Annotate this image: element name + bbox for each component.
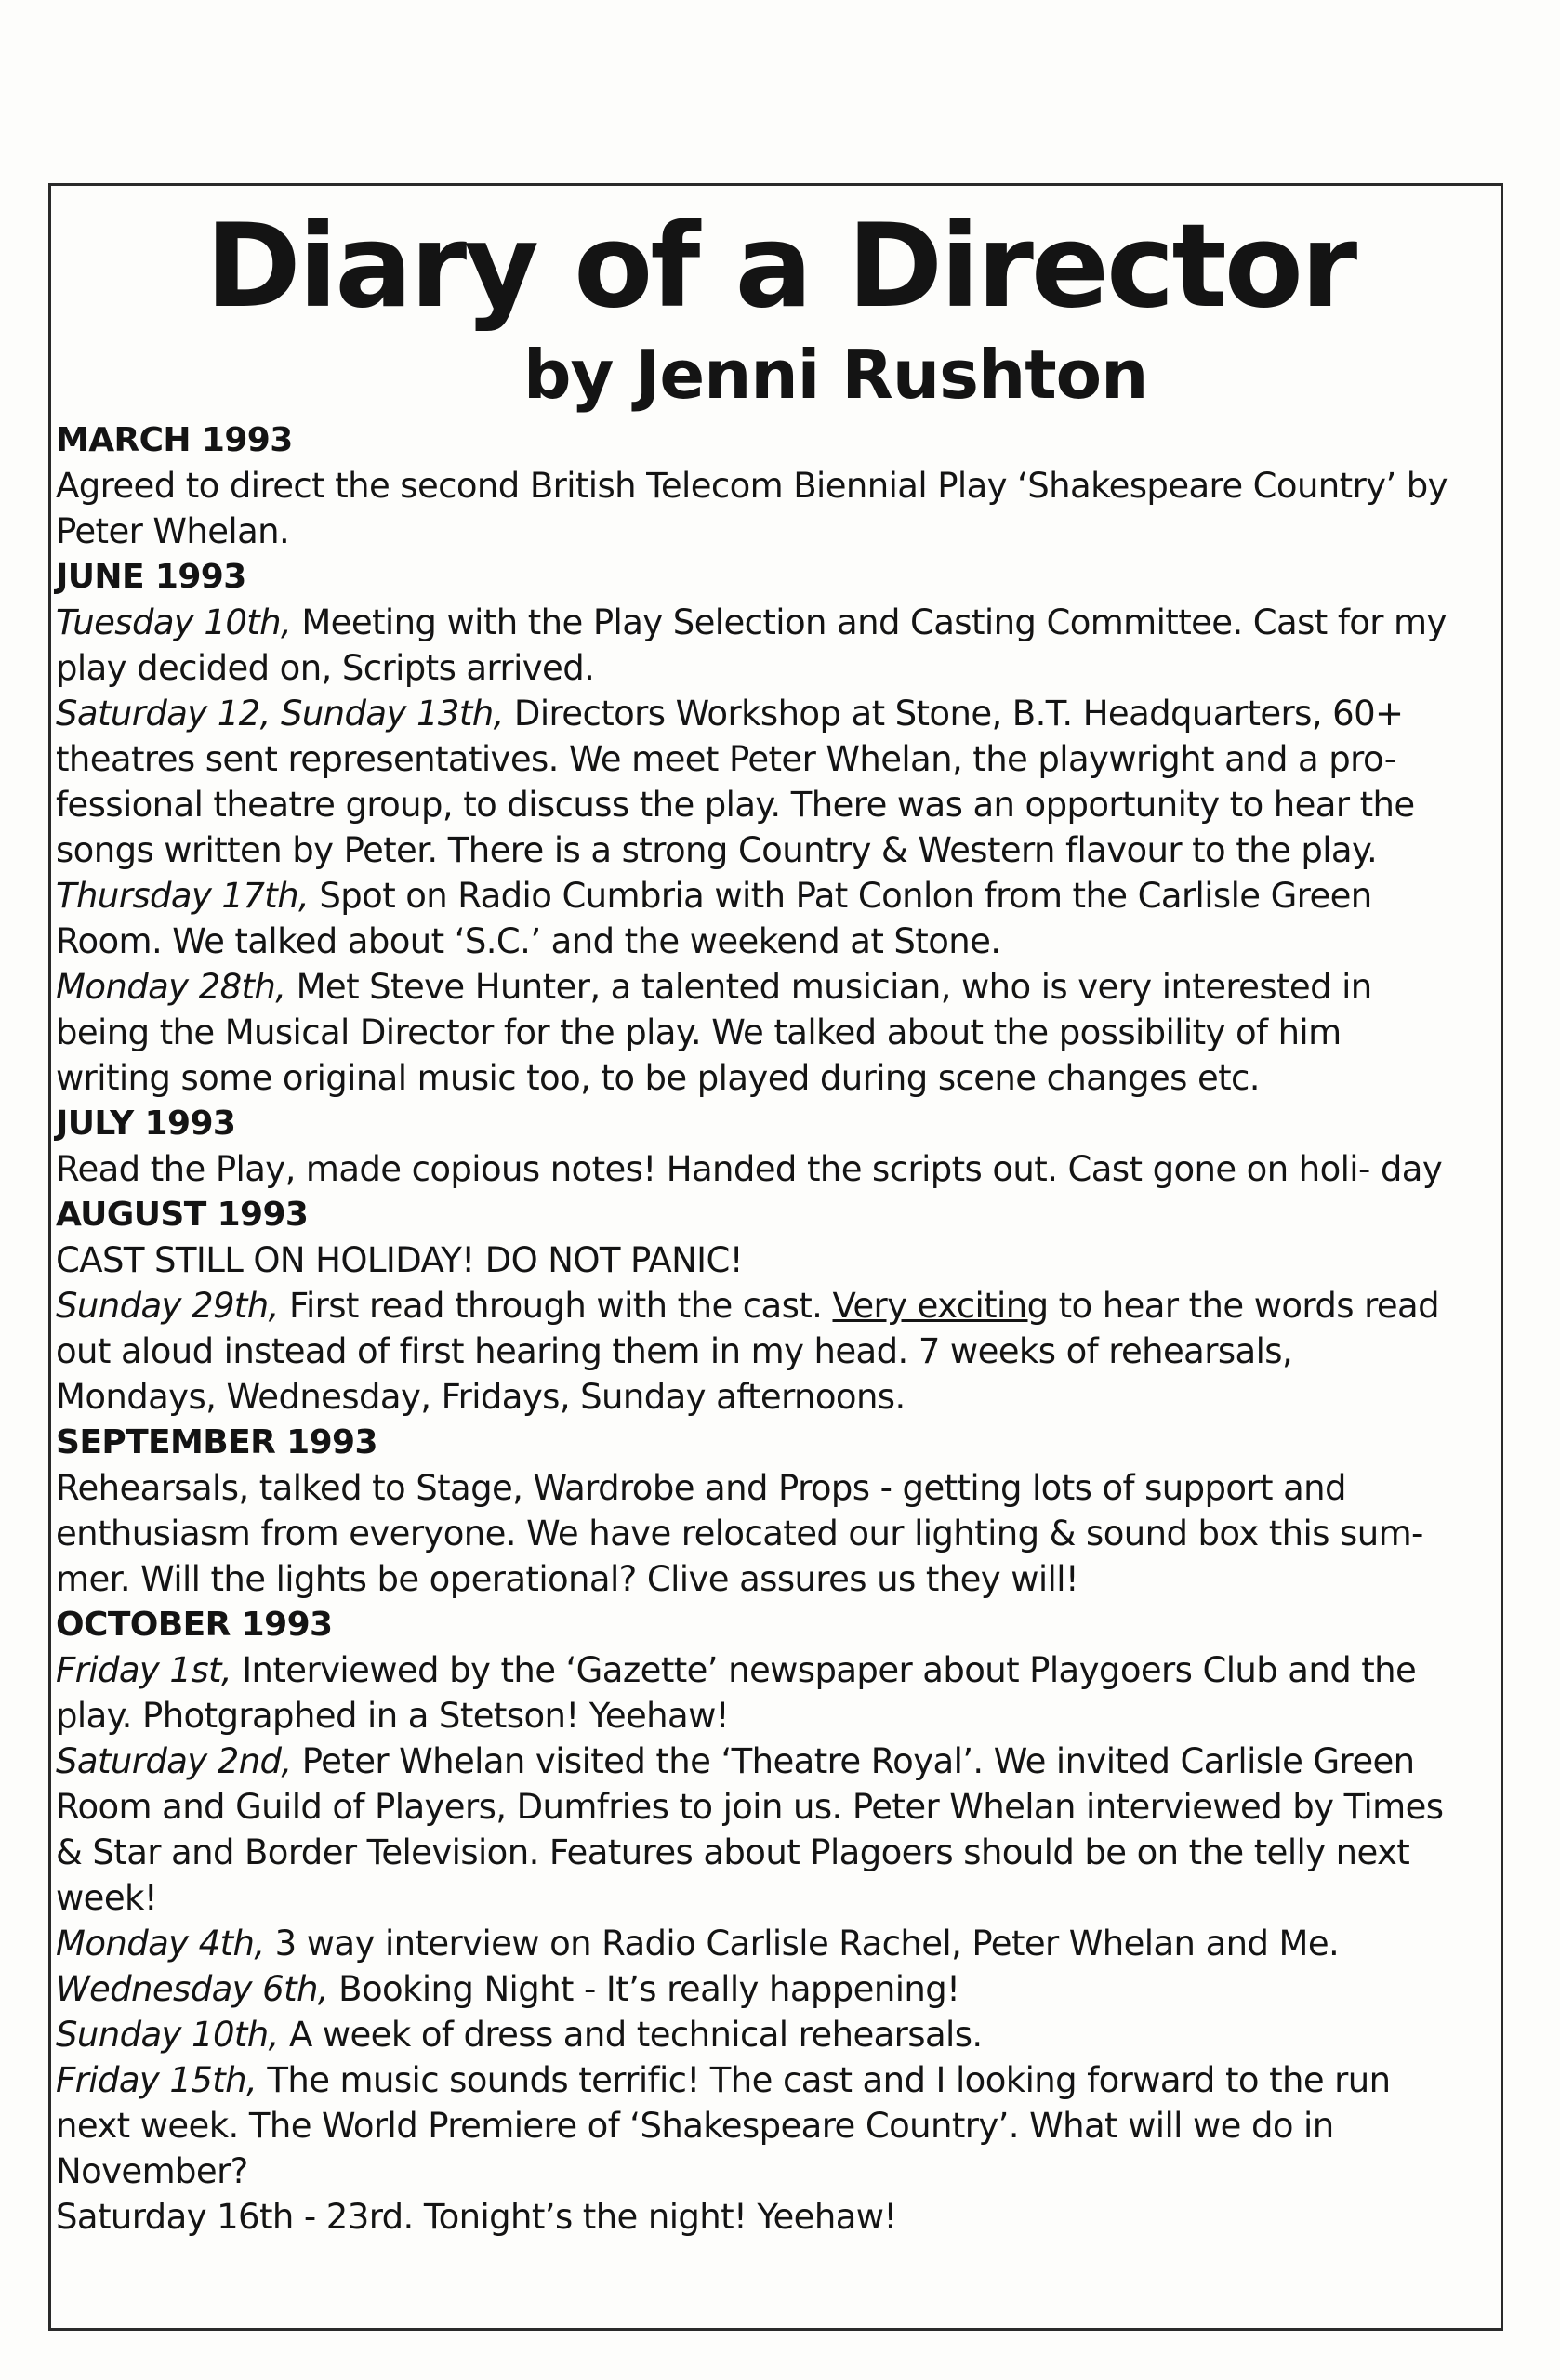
diary-entry — [56, 964, 1450, 1101]
diary-entry — [56, 1237, 1450, 1283]
article-title: Diary of a Director — [205, 200, 1355, 334]
diary-entry — [56, 1647, 1450, 1739]
entry-date: Thursday 17th, — [56, 876, 310, 916]
diary-entry — [56, 600, 1450, 691]
underlined-phrase: Very exciting — [832, 1286, 1049, 1326]
diary-entry — [56, 1465, 1450, 1602]
entry-date: Monday 28th, — [56, 967, 286, 1007]
entry-date: Sunday 10th, — [56, 2015, 279, 2055]
entry-text: Spot on Radio Cumbria with Pat Conlon from the Carlisle Green Room. We talked about ‘S.C.’ and the weekend at Stone. — [56, 876, 1372, 961]
entry-text: Met Steve Hunter, a talented musician, who is very interested in being the Musical Director for the play. We talked about the possibility of him writing some original music too, to be played during scene changes etc. — [56, 967, 1372, 1098]
diary-body — [56, 417, 1450, 2240]
entry-text: A week of dress and technical rehearsals. — [278, 2015, 983, 2055]
entry-text: Peter Whelan visited the ‘Theatre Royal’. We invited Carlisle Green Room and Guild of Players, Dumfries to join us. Peter Whelan interviewed by Times & Star and Border Television. Features about Plagoers should be on the telly next week! — [56, 1741, 1444, 1918]
entry-text: to hear the words read out aloud instead of first hearing them in my head. 7 weeks of rehearsals, Mondays, Wednesday, Fridays, Sunday afternoons. — [56, 1286, 1440, 1417]
diary-entry — [56, 691, 1450, 873]
entry-text: Booking Night - It’s really happening! — [328, 1969, 960, 2009]
entry-text: The music sounds terrific! The cast and I looking forward to the run next week. The World Premiere of ‘Shakespeare Country’. What will we do in November? — [56, 2060, 1391, 2191]
month-heading: JUNE 1993 — [56, 558, 246, 596]
entry-text: Read the Play, made copious notes! Handed the scripts out. Cast gone on holi- day — [56, 1149, 1443, 1189]
entry-text: First read through with the cast. — [278, 1286, 833, 1326]
diary-entry — [56, 1146, 1450, 1192]
month-heading: OCTOBER 1993 — [56, 1606, 333, 1644]
entry-text: Directors Workshop at Stone, B.T. Headquarters, 60+ theatres sent representatives. We meet Peter Whelan, the playwright and a pro- fessional theatre group, to discuss the play. There was an opportunity to hear the songs written by Peter. There is a strong Country & Western flavour to the play. — [56, 694, 1415, 870]
month-heading: MARCH 1993 — [56, 421, 293, 459]
entry-date: Sunday 29th, — [56, 1286, 279, 1326]
month-heading: AUGUST 1993 — [56, 1196, 309, 1234]
diary-entry — [56, 1739, 1450, 1921]
entry-text: Rehearsals, talked to Stage, Wardrobe and Props - getting lots of support and enthusiasm from everyone. We have relocated our lighting & sound box this sum- mer. Will the lights be operational? Clive assures us they will! — [56, 1468, 1423, 1599]
entry-date: Monday 4th, — [56, 1924, 265, 1964]
diary-entry — [56, 463, 1450, 554]
entry-date: Tuesday 10th, — [56, 602, 292, 642]
diary-entry — [56, 873, 1450, 964]
diary-entry — [56, 1966, 1450, 2012]
diary-entry — [56, 2057, 1450, 2194]
entry-text: CAST STILL ON HOLIDAY! DO NOT PANIC! — [56, 1240, 743, 1280]
diary-entry — [56, 1283, 1450, 1420]
entry-date: Friday 1st, — [56, 1650, 232, 1690]
entry-date: Friday 15th, — [56, 2060, 258, 2100]
month-heading: JULY 1993 — [56, 1104, 236, 1143]
diary-entry — [56, 2194, 1450, 2240]
diary-entry — [56, 1921, 1450, 1966]
entry-date: Saturday 12, Sunday 13th, — [56, 694, 504, 734]
entry-text: Agreed to direct the second British Telecom Biennial Play ‘Shakespeare Country’ by Peter Whelan. — [56, 466, 1448, 551]
diary-entry — [56, 2012, 1450, 2057]
entry-date: Wednesday 6th, — [56, 1969, 329, 2009]
month-heading: SEPTEMBER 1993 — [56, 1423, 377, 1461]
entry-text: Interviewed by the ‘Gazette’ newspaper about Playgoers Club and the play. Photgraphed in a Stetson! Yeehaw! — [56, 1650, 1417, 1736]
entry-text: 3 way interview on Radio Carlisle Rachel, Peter Whelan and Me. — [264, 1924, 1340, 1964]
entry-text: Saturday 16th - 23rd. Tonight’s the night! Yeehaw! — [56, 2197, 897, 2237]
byline: by Jenni Rushton — [523, 336, 1148, 414]
entry-date: Saturday 2nd, — [56, 1741, 292, 1781]
entry-text: Meeting with the Play Selection and Casting Committee. Cast for my play decided on, Scripts arrived. — [56, 602, 1447, 688]
